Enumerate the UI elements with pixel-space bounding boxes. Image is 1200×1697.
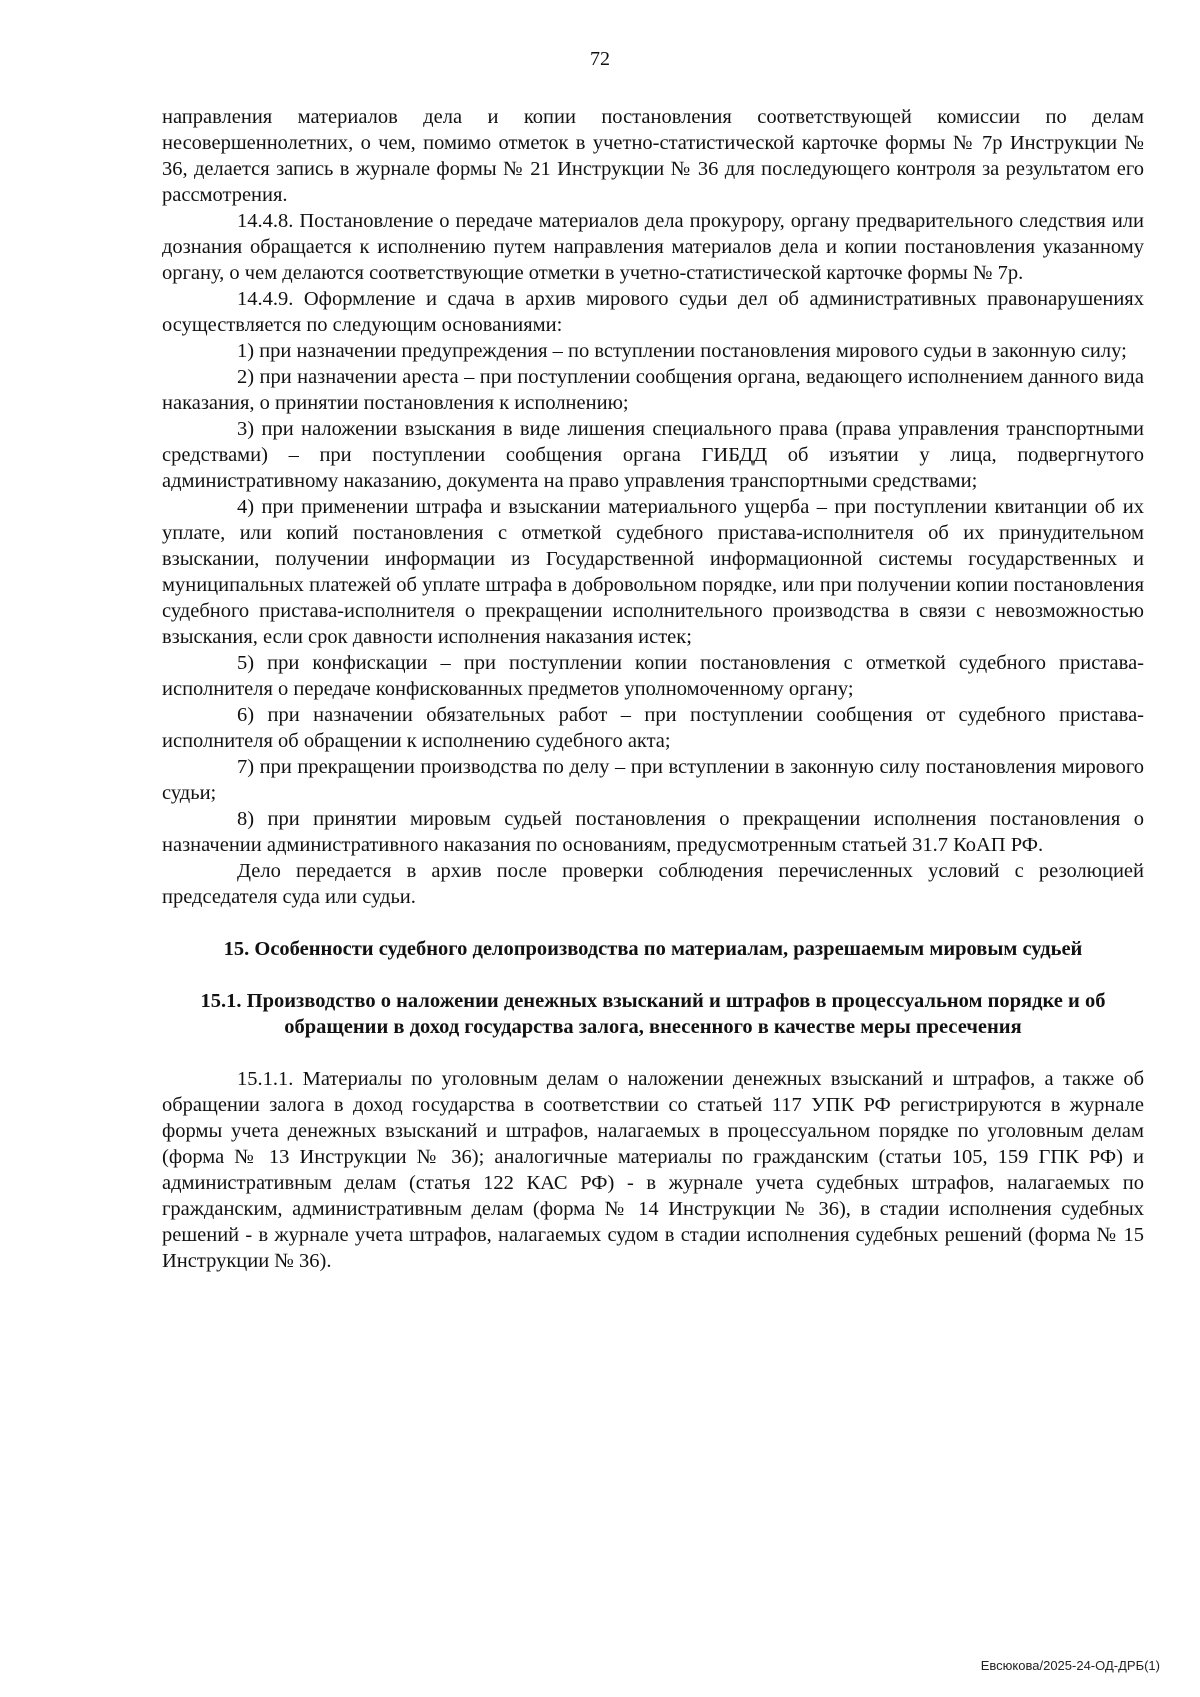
page-number: 72	[590, 48, 610, 70]
list-item-6: 6) при назначении обязательных работ – при поступлении сообщения от судебного пристава-исполнителя об обращении к исполнению судебного акта;	[162, 704, 1144, 752]
list-item-5: 5) при конфискации – при поступлении копии постановления с отметкой судебного пристава-исполнителя о передаче конфискованных предметов уполномоченному органу;	[162, 652, 1144, 700]
paragraph-archive: Дело передается в архив после проверки соблюдения перечисленных условий с резолюцией председателя суда или судьи.	[162, 860, 1144, 908]
footer-stamp: Евсюкова/2025-24-ОД-ДРБ(1)	[980, 1658, 1160, 1673]
document-body	[162, 104, 1144, 1274]
paragraph-14-4-9: 14.4.9. Оформление и сдача в архив мирового судьи дел об административных правонарушениях осуществляется по следующим основаниями:	[162, 288, 1144, 336]
section-heading-15: 15. Особенности судебного делопроизводства по материалам, разрешаемым мировым судьей	[223, 938, 1083, 960]
list-item-7: 7) при прекращении производства по делу – при вступлении в законную силу постановления мирового судьи;	[162, 756, 1144, 804]
list-item-3: 3) при наложении взыскания в виде лишения специального права (права управления транспортными средствами) – при поступлении сообщения органа ГИБДД об изъятии у лица, подвергнутого административному наказанию, документа на право управления транспортными средствами;	[162, 418, 1144, 492]
paragraph-15-1-1: 15.1.1. Материалы по уголовным делам о наложении денежных взысканий и штрафов, а также об обращении залога в доход государства в соответствии со статьей 117 УПК РФ регистрируются в журнале формы учета денежных взысканий и штрафов, налагаемых в процессуальном порядке по уголовным делам (форма № 13 Инструкции № 36); аналогичные материалы по гражданским (статьи 105, 159 ГПК РФ) и административным делам (статья 122 КАС РФ) - в журнале учета судебных штрафов, налагаемых по гражданским, административным делам (форма № 14 Инструкции № 36), в стадии исполнения судебных решений - в журнале учета штрафов, налагаемых судом в стадии исполнения судебных решений (форма № 15 Инструкции № 36).	[162, 1068, 1144, 1272]
paragraph-14-4-8: 14.4.8. Постановление о передаче материалов дела прокурору, органу предварительного следствия или дознания обращается к исполнению путем направления материалов дела и копии постановления указанному органу, о чем делаются соответствующие отметки в учетно-статистической карточке формы № 7р.	[162, 210, 1144, 284]
section-heading-15-1: 15.1. Производство о наложении денежных взысканий и штрафов в процессуальном порядке и об обращении в доход государства залога, внесенного в качестве меры пресечения	[200, 990, 1106, 1038]
paragraph-continuation: направления материалов дела и копии постановления соответствующей комиссии по делам несовершеннолетних, о чем, помимо отметок в учетно-статистической карточке формы № 7р Инструкции № 36, делается запись в журнале формы № 21 Инструкции № 36 для последующего контроля за результатом его рассмотрения.	[162, 106, 1144, 206]
list-item-1: 1) при назначении предупреждения – по вступлении постановления мирового судьи в законную силу;	[237, 340, 1127, 362]
list-item-4: 4) при применении штрафа и взыскании материального ущерба – при поступлении квитанции об их уплате, или копий постановления с отметкой судебного пристава-исполнителя об их принудительном взыскании, получении информации из Государственной информационной системы государственных и муниципальных платежей об уплате штрафа в добровольном порядке, или при получении копии постановления судебного пристава-исполнителя о прекращении исполнительного производства в связи с невозможностью взыскания, если срок давности исполнения наказания истек;	[162, 496, 1144, 648]
list-item-8: 8) при принятии мировым судьей постановления о прекращении исполнения постановления о назначении административного наказания по основаниям, предусмотренным статьей 31.7 КоАП РФ.	[162, 808, 1144, 856]
list-item-2: 2) при назначении ареста – при поступлении сообщения органа, ведающего исполнением данного вида наказания, о принятии постановления к исполнению;	[162, 366, 1144, 414]
